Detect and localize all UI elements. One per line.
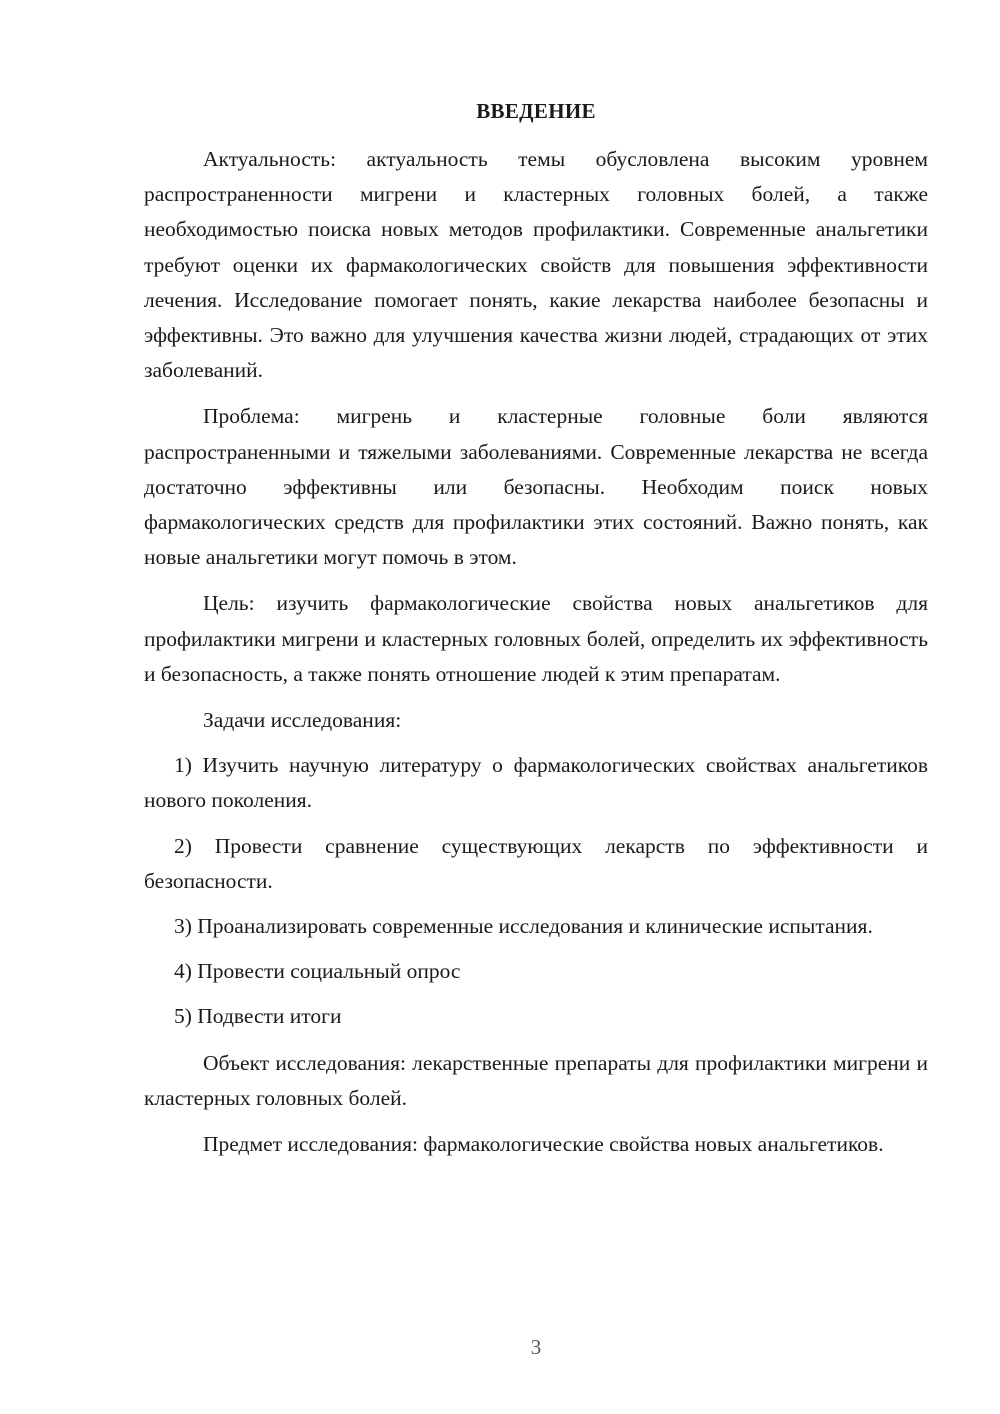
document-body (144, 142, 928, 1162)
tasks-heading: Задачи исследования: (203, 708, 402, 733)
task-item-2: 2) Провести сравнение существующих лекарств по эффективности и безопасности. (144, 833, 928, 893)
problem-paragraph: Проблема: мигрень и кластерные головные боли являются распространенными и тяжелыми заболеваниями. Современные лекарства не всегда достаточно эффективны или безопасны. Необходим поиск новых фармакологических средств для профилактики этих состояний. Важно понять, как новые анальгетики могут помочь в этом. (144, 404, 928, 570)
section-heading: ВВЕДЕНИЕ (476, 99, 596, 123)
subject-paragraph: Предмет исследования: фармакологические свойства новых анальгетиков. (203, 1132, 884, 1157)
document-page (144, 0, 928, 1414)
task-item-5: 5) Подвести итоги (174, 1004, 342, 1029)
goal-paragraph: Цель: изучить фармакологические свойства новых анальгетиков для профилактики мигрени и кластерных головных болей, определить их эффективность и безопасность, а также понять отношение людей к этим препаратам. (144, 591, 928, 686)
task-item-4: 4) Провести социальный опрос (174, 959, 461, 984)
relevance-paragraph: Актуальность: актуальность темы обусловлена высоким уровнем распространенности мигрени и кластерных головных болей, а также необходимостью поиска новых методов профилактики. Современные анальгетики требуют оценки их фармакологических свойств для повышения эффективности лечения. Исследование помогает понять, какие лекарства наиболее безопасны и эффективны. Это важно для улучшения качества жизни людей, страдающих от этих заболеваний. (144, 147, 928, 383)
task-item-1: 1) Изучить научную литературу о фармакологических свойствах анальгетиков нового поколения. (144, 753, 928, 813)
page-number: 3 (530, 1335, 542, 1359)
task-item-3: 3) Проанализировать современные исследования и клинические испытания. (174, 914, 873, 939)
object-paragraph: Объект исследования: лекарственные препараты для профилактики мигрени и кластерных головных болей. (144, 1050, 928, 1110)
